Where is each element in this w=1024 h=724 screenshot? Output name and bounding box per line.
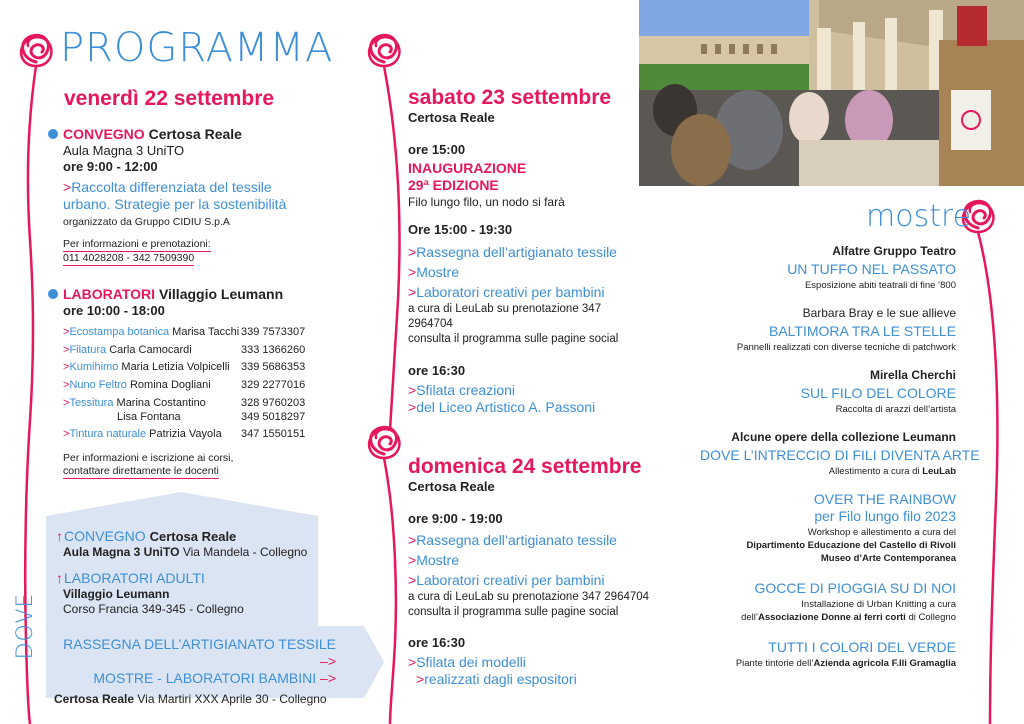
row-phone: 339 5686353	[241, 361, 306, 373]
sunday-consulta: consulta il programma sulle pagine social	[408, 606, 619, 618]
mostra-title: BALTIMORA TRA LE STELLE	[769, 323, 956, 339]
edition-label: 29ª EDIZIONE	[408, 177, 499, 193]
convegno-block	[48, 126, 348, 266]
row-name: Marina Costantino	[116, 397, 206, 409]
convegno-room: Aula Magna 3 UniTO	[63, 143, 185, 158]
dove-certosa-place: Certosa Reale	[54, 692, 135, 706]
mostra-title: OVER THE RAINBOW	[813, 491, 956, 507]
laboratori-block	[48, 286, 358, 479]
mostra-desc: Workshop e allestimento a cura del	[807, 527, 956, 538]
mostra-desc: Piante tintorie dell’	[735, 658, 814, 669]
sunday-item-rassegna: > Rassegna dell’artigianato tessile	[408, 530, 658, 550]
convegno-info-label: Per informazioni e prenotazioni:	[63, 238, 211, 250]
mostra-item	[700, 430, 980, 478]
convegno-info-phones[interactable]: 011 4028208 - 342 7509390	[63, 252, 195, 264]
laboratori-place: Villaggio Leumann	[158, 286, 284, 302]
laboratori-time: ore 10:00 - 18:00	[63, 303, 165, 318]
dove-lab-addr: Corso Francia 349-345 - Collegno	[63, 602, 244, 616]
dove-rassegna-1: RASSEGNA DELL’ARTIGIANATO TESSILE	[63, 636, 336, 652]
page-title: PROGRAMMA	[60, 25, 334, 71]
bullet-dot-icon	[48, 289, 58, 299]
saturday-item-rassegna: > Rassegna dell’artigianato tessile	[408, 242, 648, 262]
row-name: Maria Letizia Volpicelli	[121, 361, 230, 373]
table-row	[63, 410, 358, 424]
dove-convegno-place: Certosa Reale	[149, 529, 237, 544]
row-kw: > Kumihimo	[63, 361, 118, 373]
row-kw: > Filatura	[63, 344, 106, 356]
saturday-time-3: ore 16:30	[408, 363, 466, 378]
table-row	[63, 396, 358, 410]
saturday-consulta: consulta il programma sulle pagine social	[408, 333, 619, 345]
dove-rassegna-2: MOSTRE - LABORATORI BAMBINI	[93, 670, 317, 686]
sunday-block	[408, 455, 658, 688]
convegno-label: CONVEGNO	[63, 126, 145, 142]
mostre-list	[700, 244, 980, 670]
mostra-author: Alfatre Gruppo Teatro	[832, 244, 956, 258]
mostra-title: GOCCE DI PIOGGIA SU DI NOI	[754, 580, 956, 596]
mostra-author: Mirella Cherchi	[869, 368, 956, 382]
saturday-item-laboratori: > Laboratori creativi per bambini	[408, 282, 648, 302]
convegno-topic: > Raccolta differenziata del tessile urbano. Strategie per la sostenibilità	[48, 179, 318, 213]
mostra-title: TUTTI I COLORI DEL VERDE	[768, 639, 956, 655]
saturday-time-1: ore 15:00	[408, 142, 466, 157]
convegno-place: Certosa Reale	[148, 126, 242, 142]
sunday-time-1: ore 9:00 - 19:00	[408, 511, 503, 526]
table-row	[63, 342, 358, 360]
arrow-right-icon: –>	[320, 653, 336, 669]
mostra-item	[700, 580, 956, 624]
day-friday: venerdì 22 settembre	[64, 87, 275, 110]
row-phone: 333 1366260	[241, 343, 306, 356]
laboratori-table	[48, 324, 358, 444]
day-saturday: sabato 23 settembre	[408, 86, 612, 109]
sunday-sfilata-2: > realizzati dagli espositori	[408, 671, 658, 688]
row-kw: > Tintura naturale	[63, 428, 146, 440]
row-phone: 339 7573307	[241, 326, 306, 338]
row-name: Patrizia Vayola	[149, 428, 222, 440]
saturday-sfilata-2: > del Liceo Artistico A. Passoni	[408, 399, 648, 416]
row-name: Lisa Fontana	[117, 411, 181, 423]
sunday-item-laboratori: > Laboratori creativi per bambini	[408, 570, 658, 590]
mostra-title: UN TUFFO NEL PASSATO	[787, 261, 956, 277]
mostra-item	[700, 639, 956, 670]
dove-lab-place: Villaggio Leumann	[63, 587, 170, 601]
table-row	[63, 377, 358, 395]
mostra-author: Alcune opere della collezione Leumann	[731, 430, 956, 444]
row-kw: > Ecostampa botanica	[63, 326, 169, 338]
mostra-desc: Raccolta di arazzi dell’artista	[835, 404, 956, 415]
mostra-subtitle: per Filo lungo filo 2023	[814, 508, 956, 524]
saturday-cura: a cura di LeuLab su prenotazione 347 2964704	[408, 303, 602, 330]
dove-label-text: DOVE	[13, 592, 38, 660]
sunday-place: Certosa Reale	[408, 479, 495, 494]
event-motto: Filo lungo filo, un nodo si farà	[408, 195, 565, 209]
dove-certosa-addr: Via Martiri XXX Aprile 30 - Collegno	[137, 692, 327, 706]
middle-swirl-top-icon	[369, 35, 399, 430]
dove-convegno-addr: Via Mandela - Collegno	[182, 545, 308, 559]
mostra-desc: Installazione di Urban Knitting a cura	[801, 599, 956, 610]
mostra-desc-bold: Museo d’Arte Contemporanea	[820, 553, 956, 564]
mostra-desc-bold: Dipartimento Educazione del Castello di Rivoli	[746, 540, 956, 551]
convegno-time: ore 9:00 - 12:00	[63, 159, 158, 174]
mostre-title: mostre	[866, 199, 972, 234]
laboratori-label: LABORATORI	[63, 286, 156, 302]
bullet-dot-icon	[48, 129, 58, 139]
row-phone: 347 1550151	[241, 428, 306, 440]
mostra-desc-bold: Associazione Donne ai ferri corti	[758, 612, 906, 623]
mostra-item	[700, 306, 956, 354]
row-kw: > Nuno Feltro	[63, 379, 127, 391]
laboratori-info-2: contattare direttamente le docenti	[63, 464, 219, 477]
dove-label	[14, 588, 38, 668]
mostra-item	[700, 368, 956, 416]
saturday-sfilata-1: > Sfilata creazioni	[408, 382, 648, 399]
mostra-desc: di Collegno	[905, 612, 956, 623]
mostra-desc-bold: Azienda agricola F.lli Gramaglia	[813, 658, 956, 669]
row-name: Romina Dogliani	[129, 378, 211, 391]
saturday-time-2: Ore 15:00 - 19:30	[408, 222, 513, 237]
event-photo	[639, 0, 1024, 186]
inauguration-label: INAUGURAZIONE	[408, 160, 527, 176]
dove-convegno	[56, 528, 336, 560]
arrow-right-icon: –>	[320, 670, 336, 686]
mostra-desc: Esposizione abiti teatrali di fine ‘800	[804, 280, 956, 291]
mostra-desc-bold: LeuLab	[922, 466, 956, 477]
mostra-desc: Pannelli realizzati con diverse tecniche di patchwork	[736, 342, 956, 353]
saturday-place: Certosa Reale	[408, 110, 495, 125]
row-phone: 349 5018297	[241, 411, 306, 423]
row-phone: 328 9760203	[241, 397, 306, 409]
dove-lab-label: ↑ LABORATORI ADULTI	[56, 570, 205, 586]
saturday-item-mostre: > Mostre	[408, 262, 648, 282]
dove-laboratori	[56, 570, 336, 617]
sunday-cura: a cura di LeuLab su prenotazione 347 2964704	[408, 591, 650, 603]
mostra-item	[700, 491, 956, 565]
mostra-item	[700, 244, 956, 292]
mostra-title: SUL FILO DEL COLORE	[800, 385, 956, 401]
mostra-desc: dell’	[741, 612, 758, 623]
sunday-time-2: ore 16:30	[408, 635, 466, 650]
sunday-item-mostre: > Mostre	[408, 550, 658, 570]
mostra-author: Barbara Bray e le sue allieve	[802, 306, 956, 320]
table-row	[63, 359, 358, 377]
dove-convegno-addr-bold: Aula Magna 3 UniTO	[63, 545, 180, 559]
row-name: Carla Camocardi	[109, 343, 192, 356]
row-name: Marisa Tacchi	[172, 326, 240, 338]
table-row	[63, 324, 358, 342]
dove-certosa	[52, 636, 342, 707]
laboratori-info-1: Per informazioni e iscrizione ai corsi,	[63, 451, 234, 464]
dove-convegno-label: ↑ CONVEGNO	[56, 528, 146, 544]
mostra-title: DOVE L’INTRECCIO DI FILI DIVENTA ARTE	[700, 447, 980, 463]
saturday-block	[408, 86, 648, 416]
sunday-sfilata-1: > Sfilata dei modelli	[408, 654, 658, 671]
day-sunday: domenica 24 settembre	[408, 455, 642, 478]
mostra-desc: Allestimento a cura di	[828, 466, 920, 477]
row-phone: 329 2277016	[241, 378, 306, 391]
row-kw: > Tessitura	[63, 397, 113, 409]
convegno-organizer: organizzato da Gruppo CIDIU S.p.A	[63, 216, 230, 228]
table-row	[63, 426, 358, 444]
